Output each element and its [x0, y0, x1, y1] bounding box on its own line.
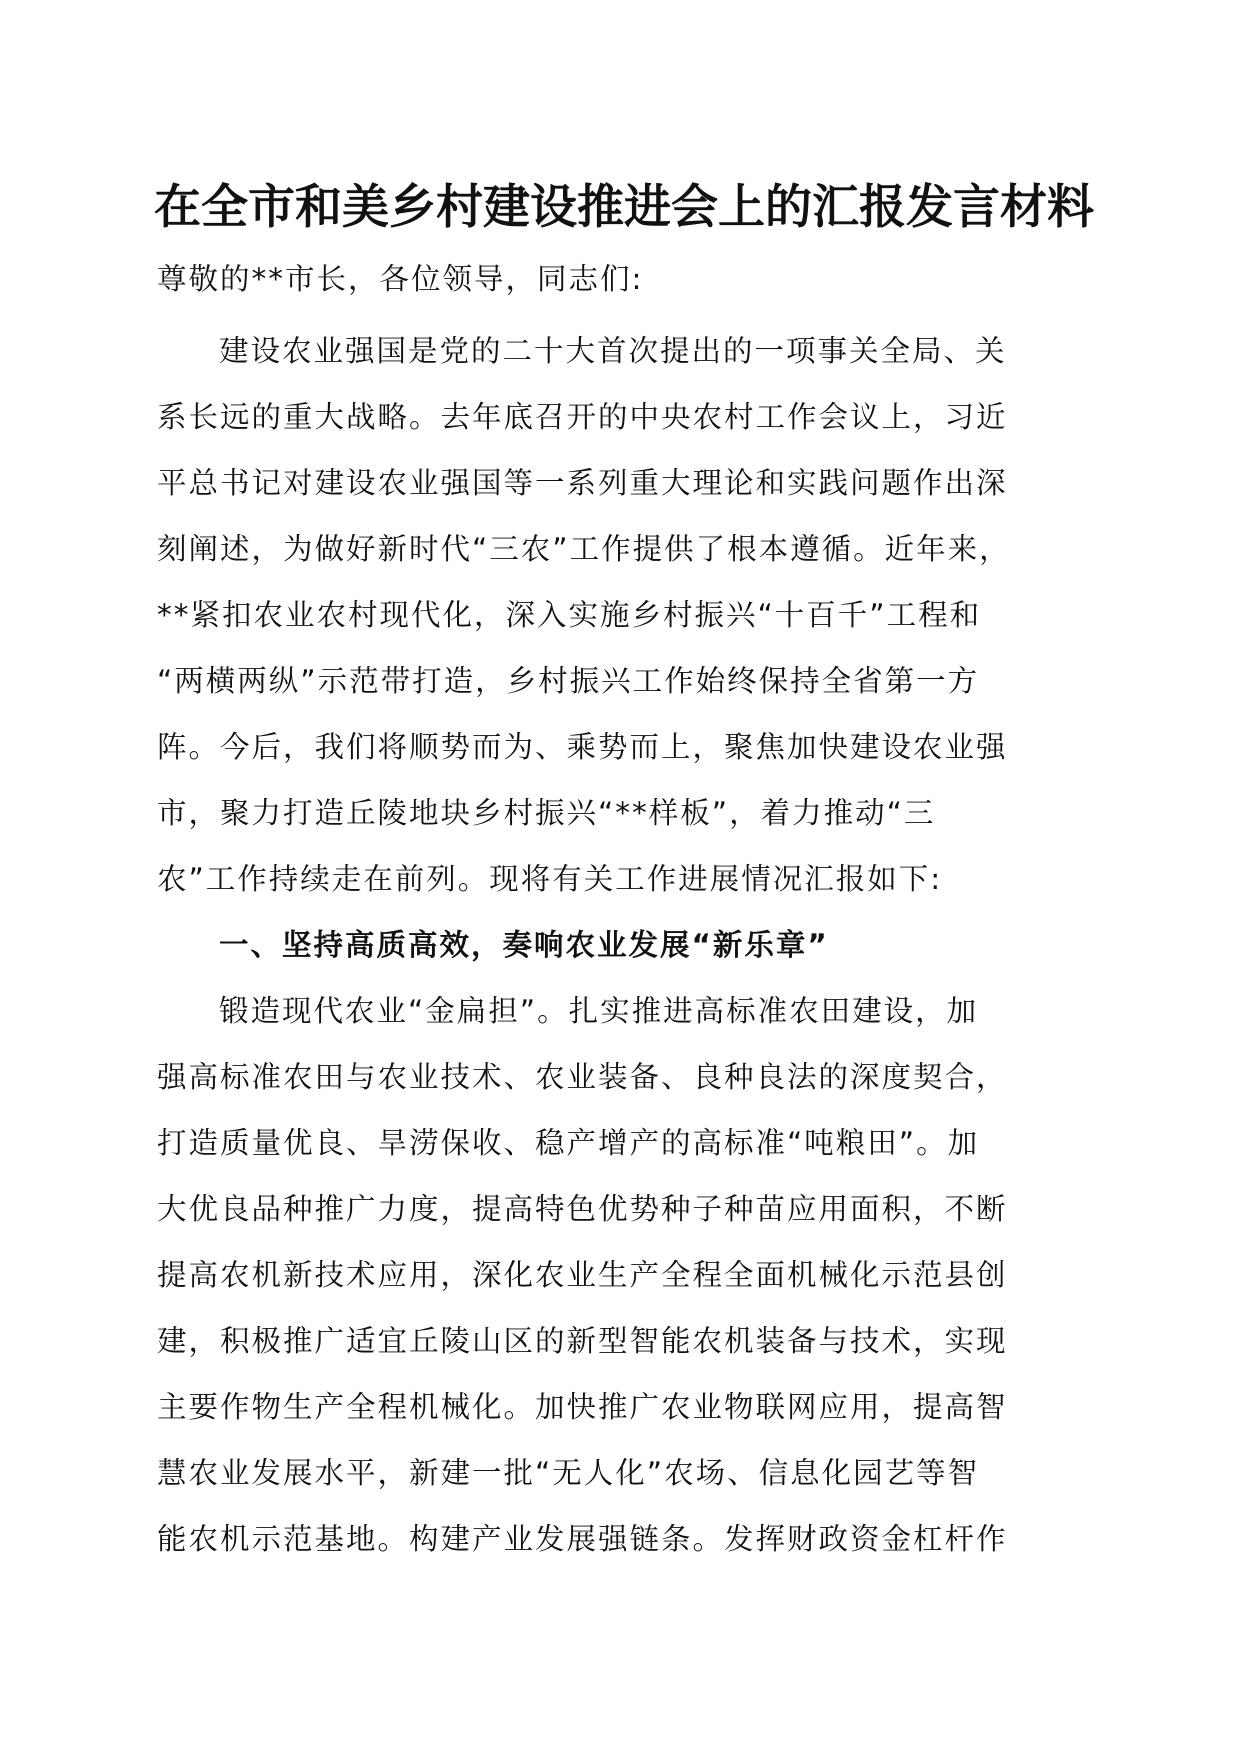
paragraph-line: 阵。今后，我们将顺势而为、乘势而上，聚焦加快建设农业强: [157, 730, 1008, 764]
paragraph-line: 建设农业强国是党的二十大首次提出的一项事关全局、关: [219, 334, 1007, 368]
paragraph-line: 市，聚力打造丘陵地块乡村振兴“**样板”，着力推动“三: [157, 796, 936, 830]
section-heading: 一、坚持高质高效，奏响农业发展“新乐章”: [219, 928, 829, 962]
paragraph-line: 大优良品种推广力度，提高特色优势种子种苗应用面积，不断: [157, 1192, 1008, 1226]
document-title: 在全市和美乡村建设推进会上的汇报发言材料: [154, 180, 1094, 235]
paragraph-line: 能农机示范基地。构建产业发展强链条。发挥财政资金杠杆作: [157, 1522, 1008, 1556]
paragraph-line: 强高标准农田与农业技术、农业装备、良种良法的深度契合，: [157, 1060, 1008, 1094]
paragraph-line: 提高农机新技术应用，深化农业生产全程全面机械化示范县创: [157, 1258, 1008, 1292]
paragraph-line: 打造质量优良、旱涝保收、稳产增产的高标准“吨粮田”。加: [157, 1126, 980, 1160]
intro-paragraph: [157, 318, 1057, 912]
paragraph-line: 主要作物生产全程机械化。加快推广农业物联网应用，提高智: [157, 1390, 1008, 1424]
section-paragraph: [157, 978, 1057, 1572]
paragraph-line: 慧农业发展水平，新建一批“无人化”农场、信息化园艺等智: [157, 1456, 980, 1490]
paragraph-line: “两横两纵”示范带打造，乡村振兴工作始终保持全省第一方: [157, 664, 980, 698]
paragraph-line: 农”工作持续走在前列。现将有关工作进展情况汇报如下:: [157, 862, 943, 896]
paragraph-line: 建，积极推广适宜丘陵山区的新型智能农机装备与技术，实现: [157, 1324, 1008, 1358]
paragraph-line: 锻造现代农业“金扁担”。扎实推进高标准农田建设，加: [219, 994, 979, 1028]
paragraph-line: 系长远的重大战略。去年底召开的中央农村工作会议上，习近: [157, 400, 1008, 434]
salutation: 尊敬的**市长，各位领导，同志们:: [157, 262, 644, 296]
paragraph-line: 平总书记对建设农业强国等一系列重大理论和实践问题作出深: [157, 466, 1008, 500]
paragraph-line: 刻阐述，为做好新时代“三农”工作提供了根本遵循。近年来，: [157, 532, 1011, 566]
paragraph-line: **紧扣农业农村现代化，深入实施乡村振兴“十百千”工程和: [157, 598, 982, 632]
